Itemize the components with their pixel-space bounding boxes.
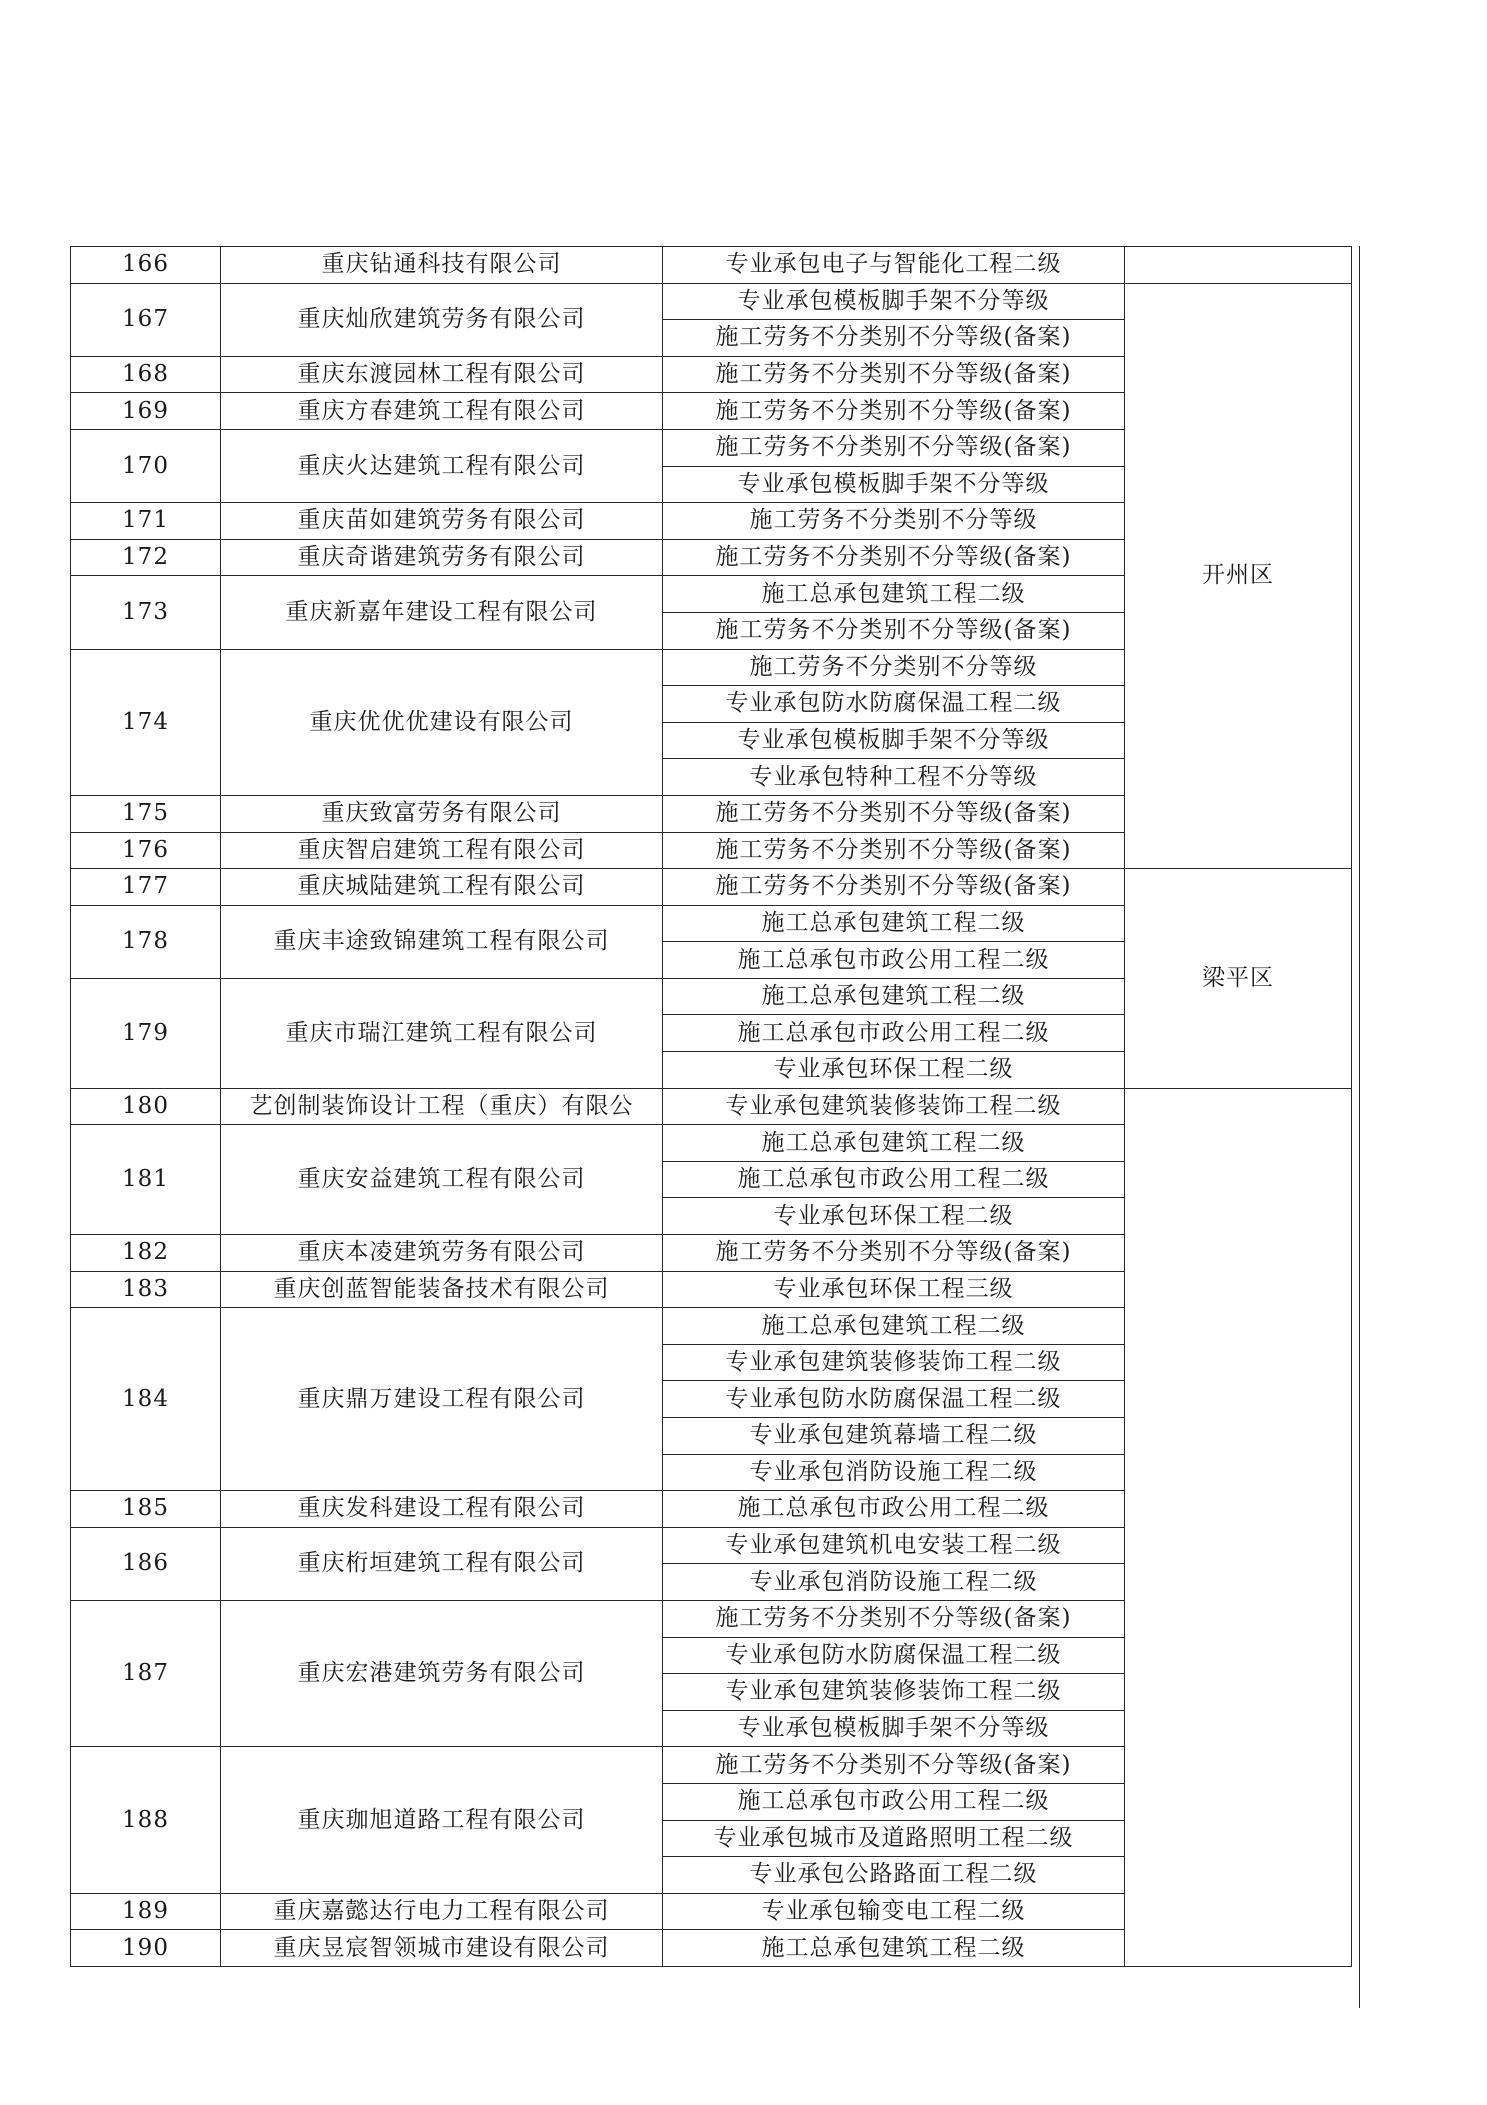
qualification: 施工劳务不分类别不分等级(备案) <box>663 320 1125 357</box>
qualification: 施工总承包建筑工程二级 <box>663 576 1125 613</box>
qualification: 专业承包防水防腐保温工程二级 <box>663 1381 1125 1418</box>
qualification: 专业承包建筑装修装饰工程二级 <box>663 1674 1125 1711</box>
company-name: 重庆创蓝智能装备技术有限公司 <box>221 1271 663 1308</box>
row-number: 180 <box>71 1088 221 1125</box>
row-number: 177 <box>71 869 221 906</box>
table-row <box>71 869 1352 906</box>
qualification: 施工劳务不分类别不分等级(备案) <box>663 393 1125 430</box>
row-number: 178 <box>71 905 221 978</box>
company-name: 重庆火达建筑工程有限公司 <box>221 429 663 502</box>
qualification: 专业承包模板脚手架不分等级 <box>663 283 1125 320</box>
region-cell <box>1125 247 1352 284</box>
company-name: 重庆苗如建筑劳务有限公司 <box>221 503 663 540</box>
company-name: 重庆嘉懿达行电力工程有限公司 <box>221 1893 663 1930</box>
qualification: 施工总承包建筑工程二级 <box>663 978 1125 1015</box>
row-number: 170 <box>71 429 221 502</box>
qualification: 专业承包环保工程二级 <box>663 1052 1125 1089</box>
page-right-border <box>1359 246 1360 2008</box>
qualification: 施工总承包市政公用工程二级 <box>663 1783 1125 1820</box>
company-name: 重庆钻通科技有限公司 <box>221 247 663 284</box>
company-name: 重庆市瑞江建筑工程有限公司 <box>221 978 663 1088</box>
qualification: 专业承包防水防腐保温工程二级 <box>663 686 1125 723</box>
row-number: 187 <box>71 1600 221 1746</box>
company-name: 重庆灿欣建筑劳务有限公司 <box>221 283 663 356</box>
qualification: 专业承包建筑幕墙工程二级 <box>663 1418 1125 1455</box>
company-name: 重庆优优优建设有限公司 <box>221 649 663 795</box>
row-number: 182 <box>71 1235 221 1272</box>
qualification: 专业承包城市及道路照明工程二级 <box>663 1820 1125 1857</box>
region-cell <box>1125 1088 1352 1966</box>
qualification: 施工总承包市政公用工程二级 <box>663 942 1125 979</box>
row-number: 174 <box>71 649 221 795</box>
qualification: 施工劳务不分类别不分等级 <box>663 503 1125 540</box>
qualification: 专业承包特种工程不分等级 <box>663 759 1125 796</box>
company-name: 重庆安益建筑工程有限公司 <box>221 1125 663 1235</box>
row-number: 183 <box>71 1271 221 1308</box>
qualification: 专业承包建筑机电安装工程二级 <box>663 1527 1125 1564</box>
qualification: 专业承包电子与智能化工程二级 <box>663 247 1125 284</box>
qualification: 施工总承包建筑工程二级 <box>663 905 1125 942</box>
row-number: 189 <box>71 1893 221 1930</box>
company-name: 重庆城陆建筑工程有限公司 <box>221 869 663 906</box>
qualification: 专业承包消防设施工程二级 <box>663 1454 1125 1491</box>
region-cell: 梁平区 <box>1125 869 1352 1089</box>
qualification: 施工总承包市政公用工程二级 <box>663 1161 1125 1198</box>
company-name: 重庆桁垣建筑工程有限公司 <box>221 1527 663 1600</box>
qualification: 施工总承包市政公用工程二级 <box>663 1491 1125 1528</box>
qualification: 施工劳务不分类别不分等级(备案) <box>663 356 1125 393</box>
qualification-table <box>70 246 1352 1967</box>
company-name: 重庆发科建设工程有限公司 <box>221 1491 663 1528</box>
row-number: 179 <box>71 978 221 1088</box>
row-number: 181 <box>71 1125 221 1235</box>
row-number: 175 <box>71 795 221 832</box>
row-number: 167 <box>71 283 221 356</box>
qualification: 专业承包环保工程二级 <box>663 1198 1125 1235</box>
qualification: 施工劳务不分类别不分等级(备案) <box>663 612 1125 649</box>
row-number: 176 <box>71 832 221 869</box>
company-name: 重庆方春建筑工程有限公司 <box>221 393 663 430</box>
qualification: 施工总承包建筑工程二级 <box>663 1125 1125 1162</box>
qualification: 施工总承包市政公用工程二级 <box>663 1015 1125 1052</box>
table-row <box>71 283 1352 320</box>
qualification: 专业承包环保工程三级 <box>663 1271 1125 1308</box>
row-number: 185 <box>71 1491 221 1528</box>
qualification: 施工总承包建筑工程二级 <box>663 1308 1125 1345</box>
company-name: 重庆昱宸智领城市建设有限公司 <box>221 1930 663 1967</box>
qualification: 专业承包消防设施工程二级 <box>663 1564 1125 1601</box>
company-name: 重庆本凌建筑劳务有限公司 <box>221 1235 663 1272</box>
company-name: 重庆珈旭道路工程有限公司 <box>221 1747 663 1893</box>
company-name: 重庆鼎万建设工程有限公司 <box>221 1308 663 1491</box>
qualification: 施工劳务不分类别不分等级(备案) <box>663 1235 1125 1272</box>
qualification: 施工劳务不分类别不分等级(备案) <box>663 539 1125 576</box>
qualification: 专业承包模板脚手架不分等级 <box>663 722 1125 759</box>
table-row <box>71 247 1352 284</box>
qualification: 施工劳务不分类别不分等级(备案) <box>663 1600 1125 1637</box>
row-number: 169 <box>71 393 221 430</box>
qualification: 施工劳务不分类别不分等级(备案) <box>663 1747 1125 1784</box>
company-name: 重庆新嘉年建设工程有限公司 <box>221 576 663 649</box>
company-name: 重庆宏港建筑劳务有限公司 <box>221 1600 663 1746</box>
qualification: 施工劳务不分类别不分等级(备案) <box>663 795 1125 832</box>
qualification: 专业承包防水防腐保温工程二级 <box>663 1637 1125 1674</box>
company-name: 重庆致富劳务有限公司 <box>221 795 663 832</box>
company-name: 艺创制装饰设计工程（重庆）有限公 <box>221 1088 663 1125</box>
qualification: 施工劳务不分类别不分等级(备案) <box>663 869 1125 906</box>
qualification: 施工总承包建筑工程二级 <box>663 1930 1125 1967</box>
row-number: 186 <box>71 1527 221 1600</box>
qualification: 专业承包输变电工程二级 <box>663 1893 1125 1930</box>
row-number: 171 <box>71 503 221 540</box>
row-number: 190 <box>71 1930 221 1967</box>
row-number: 166 <box>71 247 221 284</box>
region-cell: 开州区 <box>1125 283 1352 869</box>
row-number: 173 <box>71 576 221 649</box>
qualification: 施工劳务不分类别不分等级(备案) <box>663 429 1125 466</box>
qualification: 专业承包公路路面工程二级 <box>663 1857 1125 1894</box>
qualification: 专业承包建筑装修装饰工程二级 <box>663 1344 1125 1381</box>
row-number: 172 <box>71 539 221 576</box>
qualification: 专业承包模板脚手架不分等级 <box>663 466 1125 503</box>
qualification: 专业承包模板脚手架不分等级 <box>663 1710 1125 1747</box>
qualification: 专业承包建筑装修装饰工程二级 <box>663 1088 1125 1125</box>
row-number: 184 <box>71 1308 221 1491</box>
company-name: 重庆东渡园林工程有限公司 <box>221 356 663 393</box>
company-name: 重庆奇谐建筑劳务有限公司 <box>221 539 663 576</box>
company-name: 重庆丰途致锦建筑工程有限公司 <box>221 905 663 978</box>
row-number: 188 <box>71 1747 221 1893</box>
qualification: 施工劳务不分类别不分等级 <box>663 649 1125 686</box>
row-number: 168 <box>71 356 221 393</box>
company-name: 重庆智启建筑工程有限公司 <box>221 832 663 869</box>
table-row <box>71 1088 1352 1125</box>
qualification: 施工劳务不分类别不分等级(备案) <box>663 832 1125 869</box>
